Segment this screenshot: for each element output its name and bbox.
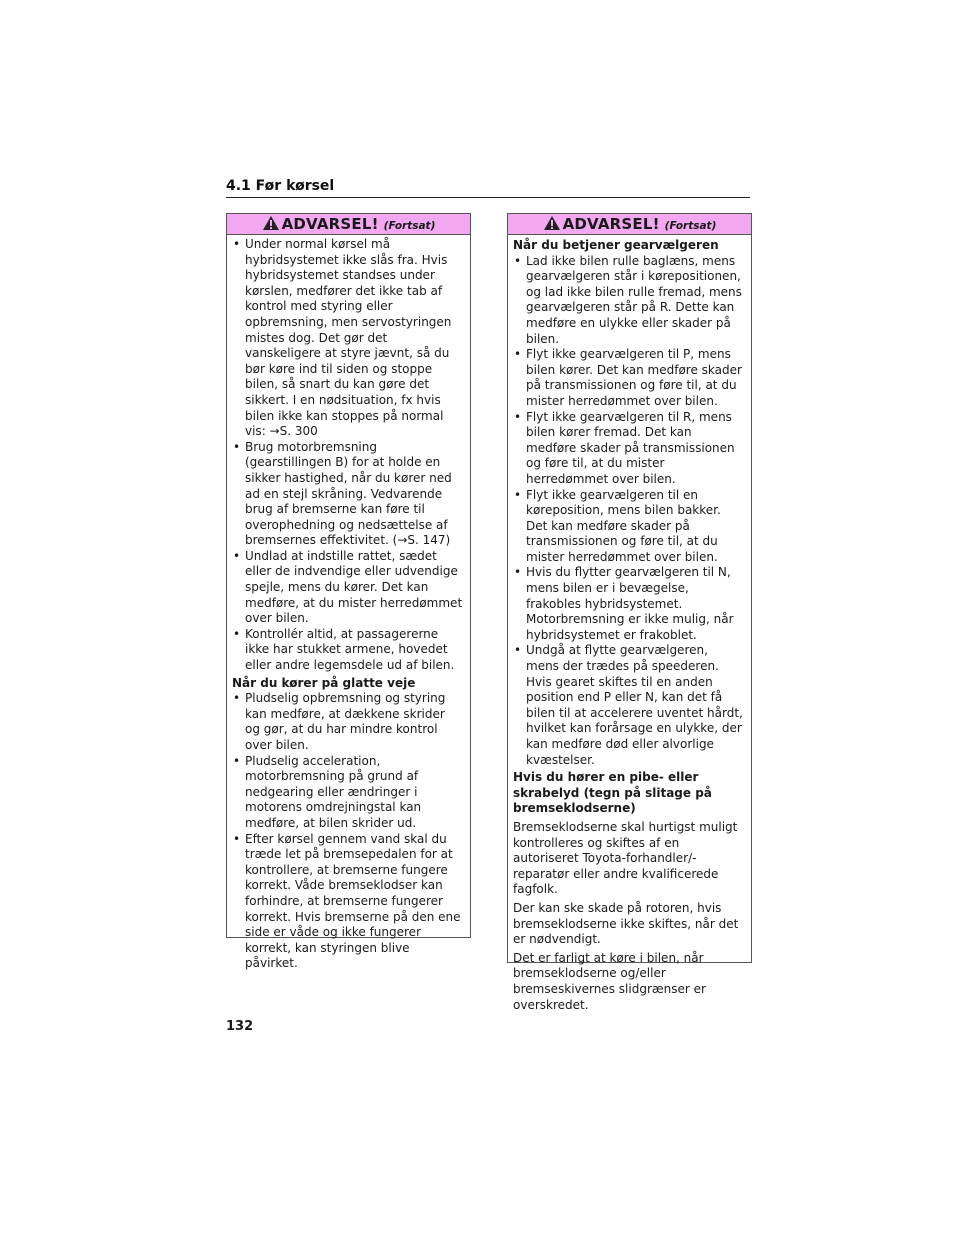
- warning-triangle-icon: [543, 215, 561, 231]
- warning-title: ADVARSEL!: [281, 215, 379, 233]
- page-number: 132: [226, 1019, 254, 1034]
- list-item: • Pludselig acceleration, motorbremsning på grund af nedgearing eller ændringer i motorens omdrejningstal kan medføre, at bilen skrider ud.: [232, 754, 463, 832]
- bullet-list: [232, 237, 463, 674]
- warning-header-left: [227, 214, 470, 235]
- list-item: • Brug motorbremsning (gearstillingen B) for at holde en sikker hastighed, når du kører ned ad en stejl skråning. Vedvarende brug af bremserne kan føre til overophedning og nedsættelse af bremsernes effektivitet. (→S. 147): [232, 440, 463, 549]
- list-item: • Kontrollér altid, at passagererne ikke har stukket armene, hovedet eller andre legemsdele ud af bilen.: [232, 627, 463, 674]
- list-item: • Undlad at indstille rattet, sædet eller de indvendige eller udvendige spejle, mens du kører. Det kan medføre, at du mister herredømmet over bilen.: [232, 549, 463, 627]
- bullet-list: [232, 691, 463, 972]
- section-header: 4.1 Før kørsel: [226, 178, 750, 198]
- list-item: • Flyt ikke gearvælgeren til en køreposition, mens bilen bakker. Det kan medføre skader på transmissionen og føre til, at du mister herredømmet over bilen.: [513, 488, 744, 566]
- warning-continued: (Fortsat): [383, 220, 436, 232]
- warning-title: ADVARSEL!: [562, 215, 660, 233]
- list-item: • Efter kørsel gennem vand skal du træde let på bremsepedalen for at kontrollere, at bremserne fungere korrekt. Våde bremseklodser kan forhindre, at bremserne fungerer korrekt. Hvis bremserne på den ene side er våde og ikke fungerer korrekt, kan styringen blive påvirket.: [232, 832, 463, 972]
- slippery-roads-heading: Når du kører på glatte veje: [232, 675, 416, 690]
- warning-box-left: [226, 213, 471, 971]
- gear-selector-heading: Når du betjener gearvælgeren: [513, 238, 719, 252]
- bullet-list: [513, 254, 744, 769]
- list-item: • Hvis du flytter gearvælgeren til N, mens bilen er i bevægelse, frakobles hybridsystemet. Motorbremsning er ikke mulig, når hybridsystemet er frakoblet.: [513, 565, 744, 643]
- warning-body-left: [227, 235, 470, 980]
- warning-box-right: [507, 213, 752, 1012]
- list-item: • Flyt ikke gearvælgeren til R, mens bilen kører fremad. Det kan medføre skader på transmissionen og føre til, at du mister herredømmet over bilen.: [513, 410, 744, 488]
- list-item: • Flyt ikke gearvælgeren til P, mens bilen kører. Det kan medføre skader på transmissionen og føre til, at du mister herredømmet over bilen.: [513, 347, 744, 409]
- warning-header-right: [508, 214, 751, 235]
- list-item: • Undgå at flytte gearvælgeren, mens der trædes på speederen. Hvis gearet skiftes til en anden position end P eller N, kan det få bilen til at accelerere uventet hårdt, hvilket kan forårsage en ulykke, der kan medføre død eller alvorlige kvæstelser.: [513, 643, 744, 768]
- warning-triangle-icon: [262, 215, 280, 231]
- warning-body-right: [508, 235, 751, 1024]
- paragraph: Der kan ske skade på rotoren, hvis bremseklodserne ikke skiftes, når det er nødvendigt.: [513, 900, 739, 947]
- list-item: • Under normal kørsel må hybridsystemet ikke slås fra. Hvis hybridsystemet standses under kørslen, medfører det ikke tab af kontrol med styring eller opbremsning, men servostyringen mistes dog. Det gør det vanskeligere at styre jævnt, så du bør køre ind til siden og stoppe bilen, så snart du kan gøre det sikkert. I en nødsituation, fx hvis bilen ikke kan stoppes på normal vis: →S. 300: [232, 237, 463, 440]
- list-item: • Lad ikke bilen rulle baglæns, mens gearvælgeren står i kørepositionen, og lad ikke bilen rulle fremad, mens gearvælgeren står på R. Dette kan medføre en ulykke eller skader på bilen.: [513, 254, 744, 348]
- list-item: • Pludselig opbremsning og styring kan medføre, at dækkene skrider og gør, at du har mindre kontrol over bilen.: [232, 691, 463, 753]
- paragraph: Det er farligt at køre i bilen, når bremseklodserne og/eller bremseskivernes slidgrænser er overskredet.: [513, 950, 706, 1012]
- warning-continued: (Fortsat): [664, 220, 717, 232]
- brake-noise-heading: Hvis du hører en pibe- eller skrabelyd (tegn på slitage på bremseklodserne): [513, 770, 712, 816]
- paragraph: Bremseklodserne skal hurtigst muligt kontrolleres og skiftes af en autoriseret Toyota-forhandler/-reparatør eller andre kvalificerede fagfolk.: [513, 819, 738, 897]
